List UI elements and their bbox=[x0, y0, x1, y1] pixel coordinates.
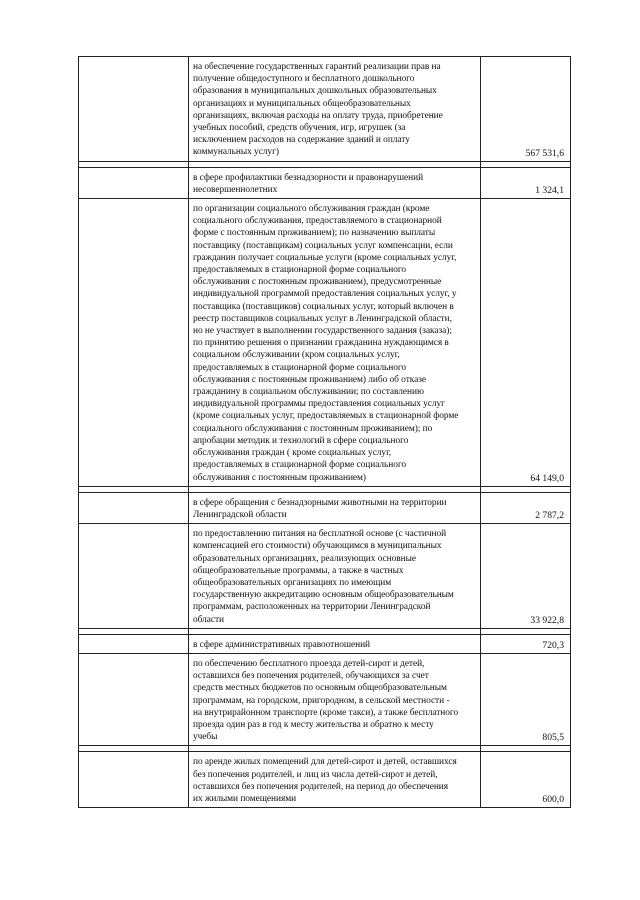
table-row bbox=[79, 199, 571, 487]
description-cell: в сфере обращения с безнадзорными животными на территории Ленинградской области bbox=[189, 492, 481, 523]
amount-cell: 33 922,8 bbox=[481, 524, 571, 629]
code-cell bbox=[79, 752, 189, 808]
description-cell: в сфере административных правоотношений bbox=[189, 634, 481, 653]
amount-cell: 2 787,2 bbox=[481, 492, 571, 523]
description-cell: по аренде жилых помещений для детей-сирот и детей, оставшихся без попечения родителей, и лиц из числа детей-сирот и детей, оставшихся без попечения родителей, на период до обеспечения их жилыми помещениями bbox=[189, 752, 481, 808]
code-cell bbox=[79, 492, 189, 523]
code-cell bbox=[79, 524, 189, 629]
table-row bbox=[79, 524, 571, 629]
code-cell bbox=[79, 57, 189, 162]
code-cell bbox=[79, 167, 189, 198]
table-row bbox=[79, 492, 571, 523]
table-row bbox=[79, 167, 571, 198]
code-cell bbox=[79, 199, 189, 487]
table-row bbox=[79, 653, 571, 745]
amount-cell: 720,3 bbox=[481, 634, 571, 653]
amount-cell: 600,0 bbox=[481, 752, 571, 808]
amount-cell: 567 531,6 bbox=[481, 57, 571, 162]
amount-cell: 805,5 bbox=[481, 653, 571, 745]
code-cell bbox=[79, 634, 189, 653]
table-row bbox=[79, 752, 571, 808]
description-cell: на обеспечение государственных гарантий реализации прав на получение общедоступного и бесплатного дошкольного образования в муниципальных дошкольных образовательных организациях и муниципальных общеобразовательных организациях, включая расходы на оплату труда, приобретение учебных пособий, средств обучения, игр, игрушек (за исключением расходов на содержание зданий и оплату коммунальных услуг) bbox=[189, 57, 481, 162]
description-cell: по организации социального обслуживания граждан (кроме социального обслуживания, предоставляемого в стационарной форме с постоянным проживанием); по назначению выплаты поставщику (поставщикам) социальных услуг компенсации, если гражданин получает социальные услуги (кроме социальных услуг, предоставляемых в стационарной форме социального обслуживания с постоянным проживанием), предусмотренные индивидуальной программой предоставления социальных услуг, у поставщика (поставщиков) социальных услуг, который включен в реестр поставщиков социальных услуг в Ленинградской области, но не участвует в выполнении государственного задания (заказа); по принятию решения о признании гражданина нуждающимся в социальном обслуживании (кром социальных услуг, предоставляемых в стационарной форме социального обслуживания с постоянным проживанием) либо об отказе гражданину в социальном обслуживании; по составлению индивидуальной программы предоставления социальных услуг (кроме социальных услуг, предоставляемых в стационарной форме социального обслуживания с постоянным проживанием); по апробации методик и технологий в сфере социального обслуживания граждан ( кроме социальных услуг, предоставляемых в стационарной форме социального обслуживания с постоянным проживанием) bbox=[189, 199, 481, 487]
table-row bbox=[79, 57, 571, 162]
appropriations-table bbox=[78, 56, 571, 808]
amount-cell: 1 324,1 bbox=[481, 167, 571, 198]
amount-cell: 64 149,0 bbox=[481, 199, 571, 487]
description-cell: в сфере профилактики безнадзорности и правонарушений несовершеннолетних bbox=[189, 167, 481, 198]
description-cell: по обеспечению бесплатного проезда детей-сирот и детей, оставшихся без попечения родителей, обучающихся за счет средств местных бюджетов по основным общеобразовательным программам, на городском, пригородном, в сельской местности - на внутрирайонном транспорте (кроме такси), а также бесплатного проезда один раз в год к месту жительства и обратно к месту учебы bbox=[189, 653, 481, 745]
code-cell bbox=[79, 653, 189, 745]
description-cell: по предоставлению питания на бесплатной основе (с частичной компенсацией его стоимости) обучающимся в муниципальных образовательных организациях, реализующих основные общеобразовательные программы, а также в частных общеобразовательных организациях по имеющим государственную аккредитацию основным общеобразовательным программам, расположенных на территории Ленинградской области bbox=[189, 524, 481, 629]
table-row bbox=[79, 634, 571, 653]
